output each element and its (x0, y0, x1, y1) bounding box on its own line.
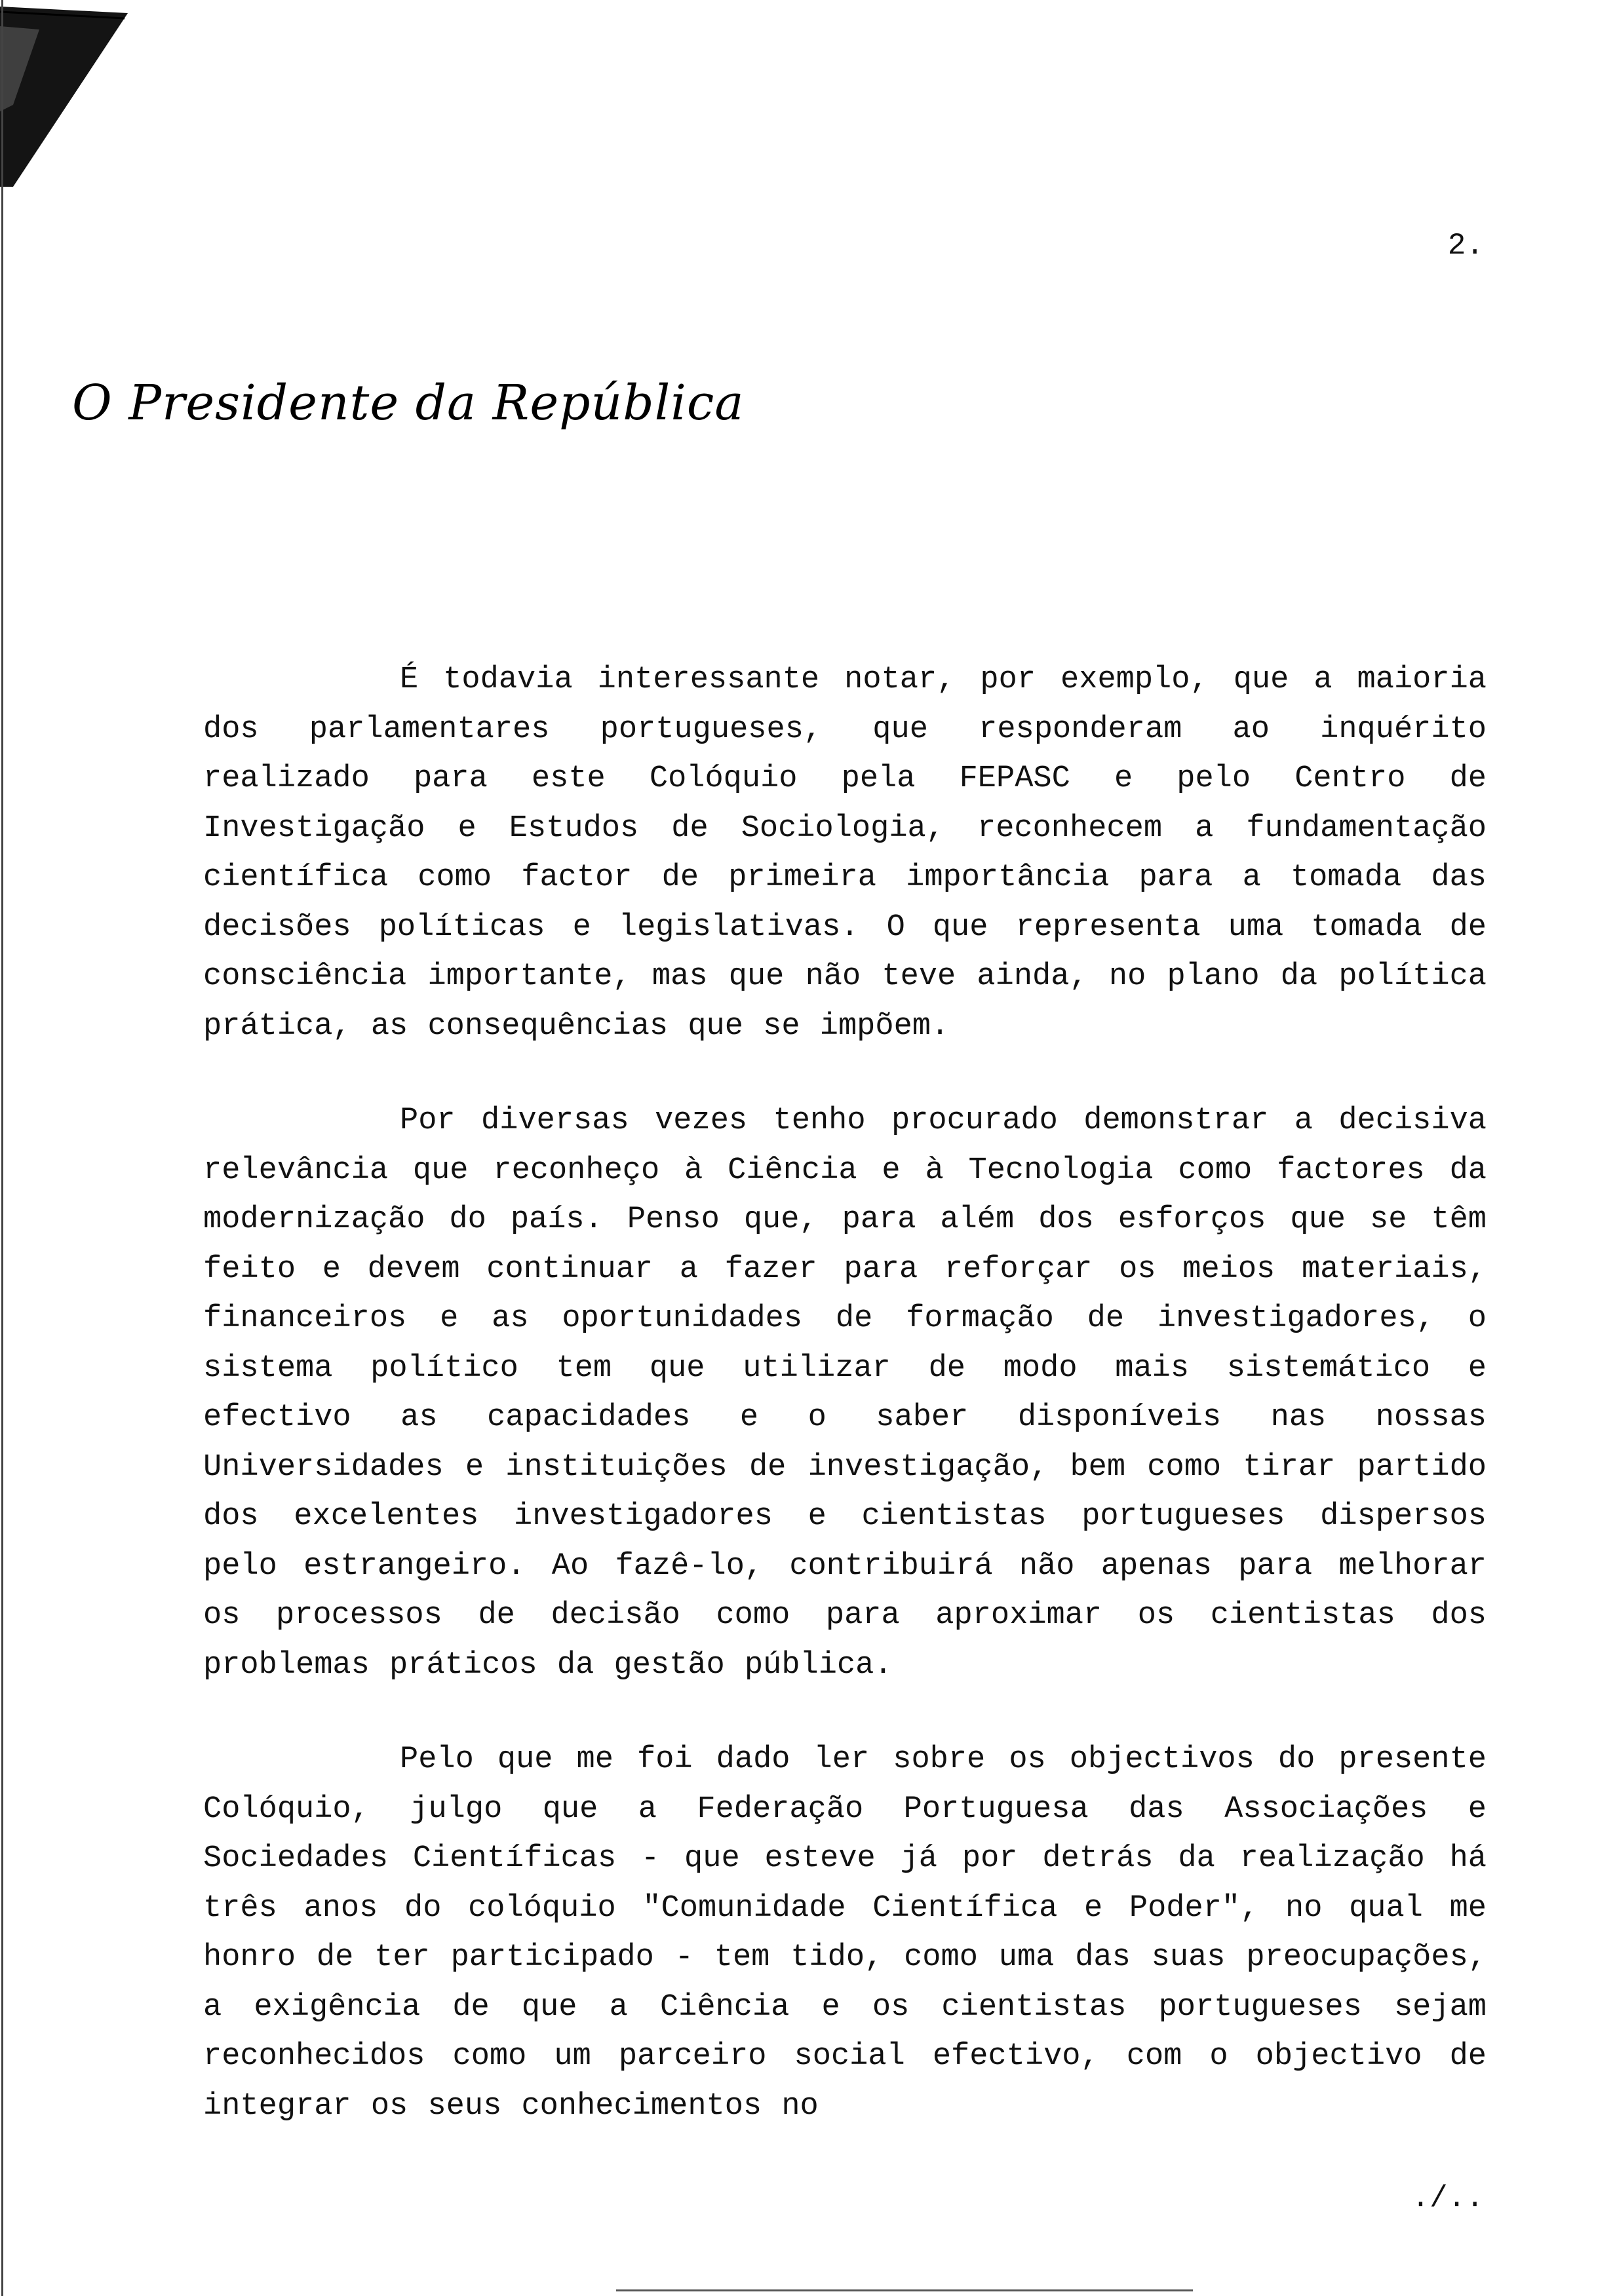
scan-bottom-edge (616, 2289, 1193, 2291)
paragraph-3: Pelo que me foi dado ler sobre os objectivos do presente Colóquio, julgo que a Federação Portuguesa das Associações e Sociedades Científicas - que esteve já por detrás da realização há três anos do colóquio "Comunidade Científica e Poder", no qual me honro de ter participado - tem tido, como uma das suas preocupações, a exigência de que a Ciência e os cientistas portugueses sejam reconhecidos como um parceiro social efectivo, com o objectivo de integrar os seus conhecimentos no (203, 1742, 1487, 2124)
continuation-mark: ./.. (1411, 2181, 1484, 2215)
document-body (203, 655, 1487, 2131)
letterhead-title: O Presidente da República (72, 375, 745, 431)
page-number: 2. (1447, 229, 1484, 263)
corner-triangle-mark (0, 0, 131, 190)
paragraph-1: É todavia interessante notar, por exemplo, que a maioria dos parlamentares portugueses, que responderam ao inquérito realizado para este Colóquio pela FEPASC e pelo Centro de Investigação e Estudos de Sociologia, reconhecem a fundamentação científica como factor de primeira importância para a tomada das decisões políticas e legislativas. O que representa uma tomada de consciência importante, mas que não teve ainda, no plano da política prática, as consequências que se impõem. (203, 662, 1487, 1044)
paragraph-2: Por diversas vezes tenho procurado demonstrar a decisiva relevância que reconheço à Ciência e à Tecnologia como factores da modernização do país. Penso que, para além dos esforços que se têm feito e devem continuar a fazer para reforçar os meios materiais, financeiros e as oportunidades de formação de investigadores, o sistema político tem que utilizar de modo mais sistemático e efectivo as capacidades e o saber disponíveis nas nossas Universidades e instituições de investigação, bem como tirar partido dos excelentes investigadores e cientistas portugueses dispersos pelo estrangeiro. Ao fazê-lo, contribuirá não apenas para melhorar os processos de decisão como para aproximar os cientistas dos problemas práticos da gestão pública. (203, 1103, 1487, 1683)
scan-left-edge (1, 0, 3, 2296)
